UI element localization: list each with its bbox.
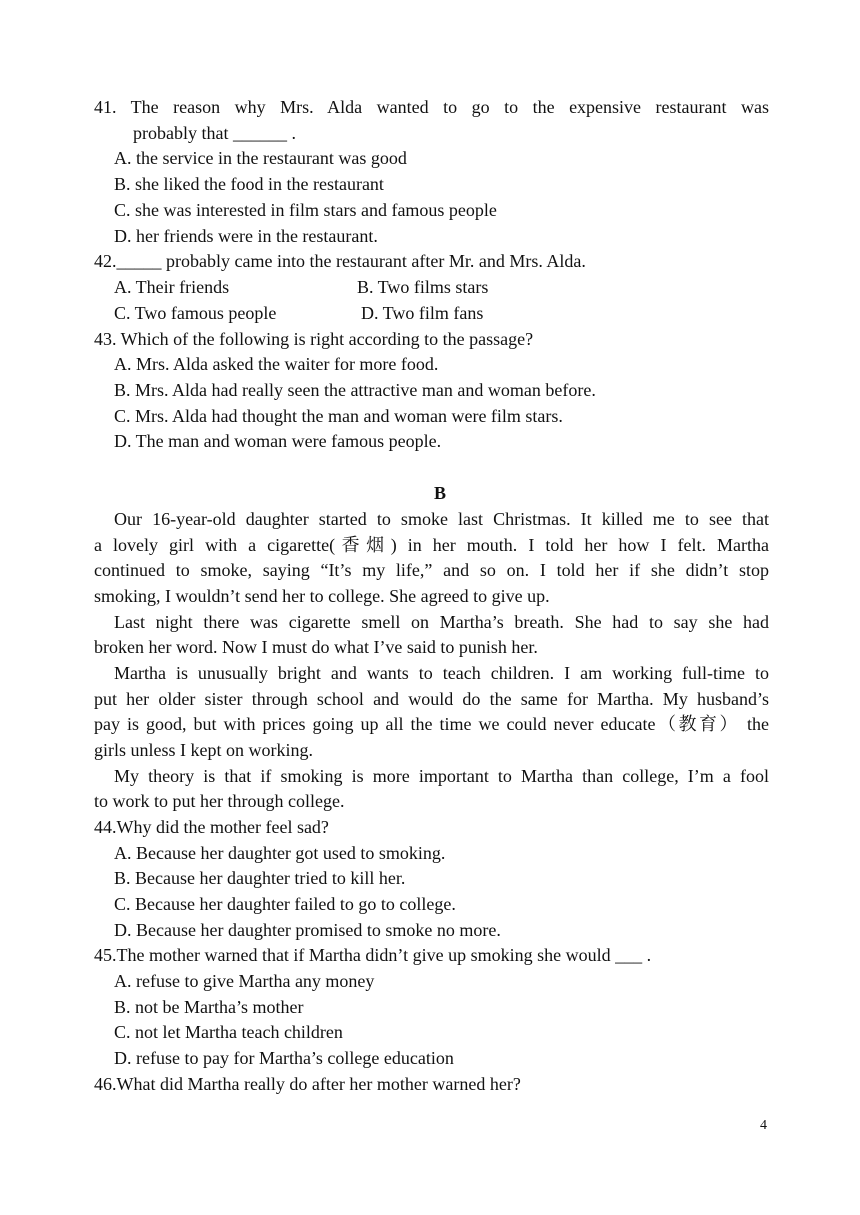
question-45-option-d: D. refuse to pay for Martha’s college education xyxy=(114,1048,454,1068)
question-42-option-d: D. Two film fans xyxy=(361,303,484,323)
question-42-option-b: B. Two films stars xyxy=(357,277,489,297)
question-46-stem: 46.What did Martha really do after her mother warned her? xyxy=(94,1074,521,1094)
question-45-stem: 45.The mother warned that if Martha didn’t give up smoking she would ___ . xyxy=(94,945,652,965)
passage-line: put her older sister through school and would do the same for Martha. My husband’s xyxy=(94,689,769,709)
question-43-option-d: D. The man and woman were famous people. xyxy=(114,431,442,451)
passage-line: broken her word. Now I must do what I’ve said to punish her. xyxy=(94,637,538,657)
passage-line: to work to put her through college. xyxy=(94,791,345,811)
passage-line: a lovely girl with a cigarette(香烟) in her mouth. I told her how I felt. Martha xyxy=(94,535,769,555)
section-b-heading: B xyxy=(434,483,447,503)
question-41-stem-line1: 41. The reason why Mrs. Alda wanted to go to the expensive restaurant was xyxy=(94,97,769,117)
question-42-stem: 42._____ probably came into the restaurant after Mr. and Mrs. Alda. xyxy=(94,251,586,271)
passage-line: Last night there was cigarette smell on Martha’s breath. She had to say she had xyxy=(114,612,769,632)
question-44-option-b: B. Because her daughter tried to kill her. xyxy=(114,868,406,888)
question-43-option-a: A. Mrs. Alda asked the waiter for more food. xyxy=(114,354,439,374)
passage-line: smoking, I wouldn’t send her to college. She agreed to give up. xyxy=(94,586,550,606)
question-45-option-a: A. refuse to give Martha any money xyxy=(114,971,375,991)
question-44-stem: 44.Why did the mother feel sad? xyxy=(94,817,329,837)
question-43-option-b: B. Mrs. Alda had really seen the attractive man and woman before. xyxy=(114,380,596,400)
question-44-option-d: D. Because her daughter promised to smoke no more. xyxy=(114,920,501,940)
passage-line: Our 16-year-old daughter started to smoke last Christmas. It killed me to see that xyxy=(114,509,769,529)
question-43-option-c: C. Mrs. Alda had thought the man and woman were film stars. xyxy=(114,406,563,426)
passage-line: My theory is that if smoking is more important to Martha than college, I’m a fool xyxy=(114,766,769,786)
question-42-option-a: A. Their friends xyxy=(114,277,230,297)
question-41-option-b: B. she liked the food in the restaurant xyxy=(114,174,384,194)
question-41-stem-line2: probably that ______ . xyxy=(133,123,296,143)
question-41-option-c: C. she was interested in film stars and famous people xyxy=(114,200,497,220)
question-41-option-d: D. her friends were in the restaurant. xyxy=(114,226,378,246)
passage-line: Martha is unusually bright and wants to teach children. I am working full-time to xyxy=(114,663,769,683)
question-44-option-c: C. Because her daughter failed to go to college. xyxy=(114,894,456,914)
question-45-option-b: B. not be Martha’s mother xyxy=(114,997,304,1017)
passage-line: girls unless I kept on working. xyxy=(94,740,313,760)
passage-line: pay is good, but with prices going up all the time we could never educate（教育） the xyxy=(94,714,769,734)
page-number: 4 xyxy=(760,1118,767,1133)
question-45-option-c: C. not let Martha teach children xyxy=(114,1022,343,1042)
question-41-option-a: A. the service in the restaurant was good xyxy=(114,148,407,168)
question-44-option-a: A. Because her daughter got used to smoking. xyxy=(114,843,446,863)
question-43-stem: 43. Which of the following is right according to the passage? xyxy=(94,329,534,349)
question-42-option-c: C. Two famous people xyxy=(114,303,277,323)
passage-line: continued to smoke, saying “It’s my life,” and so on. I told her if she didn’t stop xyxy=(94,560,769,580)
